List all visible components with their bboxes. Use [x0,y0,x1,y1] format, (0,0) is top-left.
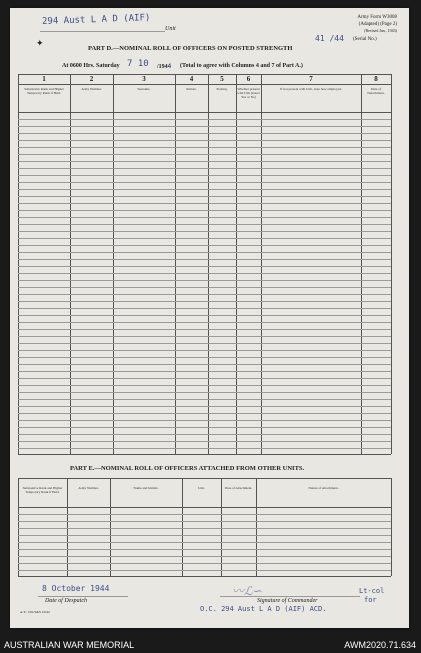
part-d-col-line-8 [391,74,392,454]
part-d-col-number-1: 1 [42,75,46,83]
part-d-ruled-line [18,210,391,211]
part-d-rule-3 [18,454,391,455]
part-d-ruled-line [18,301,391,302]
signature-line [220,596,360,597]
form-ref-line3: (Revised Jan., 1943) [364,28,397,33]
form-page [10,8,409,628]
part-d-ruled-line [18,448,391,449]
part-d-ruled-line [18,259,391,260]
despatch-label: Date of Despatch [45,598,87,604]
part-d-col-number-6: 6 [246,75,251,83]
part-d-ruled-line [18,406,391,407]
serial-label: (Serial No.) [353,37,377,42]
footer-left: AUSTRALIAN WAR MEMORIAL [4,640,135,650]
part-d-ruled-line [18,427,391,428]
part-d-ruled-line [18,168,391,169]
print-code: A.Y. 1/94 S&S 10/42 [20,610,50,614]
part-d-col-line-3 [175,74,176,454]
part-d-col-line-6 [261,74,262,454]
part-d-col-number-5: 5 [220,75,224,83]
part-d-col-header-1: Substantive Rank and Higher Temporary Rank if Held. [24,87,64,95]
part-d-ruled-line [18,182,391,183]
part-d-col-header-7: If not present with Unit, state how employed. [280,87,342,91]
part-d-col-number-2: 2 [89,75,94,83]
part-e-ruled-line [18,556,391,557]
part-e-col-header-5: Date of Attachment. [224,486,253,490]
part-d-ruled-line [18,399,391,400]
form-ref-line1: Army Form W3008 [357,15,397,20]
part-d-date-stamp: 7 10 [127,59,149,69]
part-d-note: (Total to agree with Columns 4 and 7 of Part A.) [180,63,303,69]
part-d-ruled-line [18,392,391,393]
part-d-ruled-line [18,217,391,218]
archive-footer [0,636,421,653]
serial-number: 41 /44 [315,34,344,43]
part-e-ruled-line [18,549,391,550]
part-d-col-number-7: 7 [309,75,313,83]
part-e-rule-1 [18,507,391,508]
part-e-title: PART E.—NOMINAL ROLL OF OFFICERS ATTACHED FROM OTHER UNITS. [70,465,305,472]
part-d-ruled-line [18,126,391,127]
part-d-ruled-line [18,175,391,176]
part-e-col-header-4: Unit. [198,486,205,490]
pen-mark: ✦ [36,38,44,48]
part-d-col-number-3: 3 [142,75,146,83]
form-ref-line2: (Adapted) (Page 2) [358,22,397,27]
part-d-ruled-line [18,196,391,197]
part-e-col-line-4 [221,478,222,576]
unit-line [40,31,165,32]
part-d-ruled-line [18,434,391,435]
part-d-ruled-line [18,287,391,288]
part-e-col-header-2: Army Number. [78,486,99,490]
footer-right: AWM2020.71.634 [344,640,416,650]
part-d-col-line-1 [70,74,71,454]
part-d-ruled-line [18,245,391,246]
despatch-line [38,596,128,597]
part-d-ruled-line [18,280,391,281]
part-d-ruled-line [18,357,391,358]
part-e-rule-2 [18,576,391,577]
part-d-ruled-line [18,308,391,309]
part-d-ruled-line [18,413,391,414]
part-d-col-header-2: Army Number. [81,87,102,91]
part-e-col-line-3 [182,478,183,576]
unit-stamp-text: 294 Aust L A D (AIF) [41,13,151,27]
part-d-ruled-line [18,119,391,120]
part-e-col-line-5 [256,478,257,576]
part-d-ruled-line [18,231,391,232]
part-d-ruled-line [18,322,391,323]
part-d-ruled-line [18,420,391,421]
part-d-rule-1 [18,84,391,85]
signature-label: Signature of Commander [257,598,318,604]
despatch-date-stamp: 8 October 1944 [42,584,110,593]
part-d-ruled-line [18,147,391,148]
part-d-ruled-line [18,189,391,190]
year-digit: 4 [167,63,172,70]
part-d-col-line-2 [113,74,114,454]
part-e-ruled-line [18,535,391,536]
part-e-ruled-line [18,528,391,529]
part-d-col-header-6: Whether present with Unit (insert Yes or No) [237,87,260,99]
part-d-title: PART D.—NOMINAL ROLL OF OFFICERS ON POSTED STRENGTH [88,45,293,52]
signature-for: for [364,596,377,604]
part-d-col-line-4 [208,74,209,454]
part-d-ruled-line [18,371,391,372]
year-text: /194 [157,64,168,70]
part-e-ruled-line [18,542,391,543]
part-e-col-line-1 [67,478,68,576]
part-d-ruled-line [18,336,391,337]
part-d-ruled-line [18,224,391,225]
part-d-col-line-0 [18,74,19,454]
part-d-rule-2 [18,112,391,113]
part-d-ruled-line [18,350,391,351]
part-e-col-line-2 [110,478,111,576]
part-d-at-hrs: At 0600 Hrs. Saturday [62,63,120,69]
part-d-col-header-3: Surname. [137,87,151,91]
part-e-ruled-line [18,563,391,564]
part-d-ruled-line [18,294,391,295]
part-d-col-header-5: Posting. [216,87,228,91]
part-e-col-header-6: Nature of Attachment. [308,486,339,490]
part-d-ruled-line [18,273,391,274]
part-d-ruled-line [18,203,391,204]
part-e-ruled-line [18,570,391,571]
part-e-ruled-line [18,514,391,515]
part-e-col-header-3: Name and Initials. [133,486,159,490]
unit-label: Unit [165,26,176,32]
part-d-ruled-line [18,441,391,442]
part-d-ruled-line [18,252,391,253]
part-d-col-line-5 [236,74,237,454]
part-d-ruled-line [18,238,391,239]
part-d-year [157,63,171,70]
part-d-col-number-8: 8 [374,75,378,83]
part-d-ruled-line [18,140,391,141]
signature-scrawl: 〰︎ℒ∽ [232,584,263,598]
part-d-col-number-4: 4 [189,75,194,83]
part-d-ruled-line [18,133,391,134]
part-d-col-header-8: Date of Detachment. [367,87,385,95]
part-e-rule-0 [18,478,391,479]
part-d-ruled-line [18,385,391,386]
part-d-col-line-7 [361,74,362,454]
part-d-ruled-line [18,364,391,365]
part-d-ruled-line [18,343,391,344]
part-d-ruled-line [18,161,391,162]
part-d-ruled-line [18,266,391,267]
part-d-ruled-line [18,154,391,155]
part-d-ruled-line [18,329,391,330]
part-e-ruled-line [18,521,391,522]
part-e-col-header-1: Substantive Rank and Higher Temporary Rank if Held. [22,486,63,494]
co-stamp: O.C. 294 Aust L A D (AIF) ACD. [200,605,327,613]
part-d-ruled-line [18,315,391,316]
part-e-col-line-6 [391,478,392,576]
part-d-col-header-4: Initials. [186,87,197,91]
unit-stamp [42,12,151,27]
signature-rank-stamp: Lt-col [359,587,385,595]
part-d-ruled-line [18,378,391,379]
